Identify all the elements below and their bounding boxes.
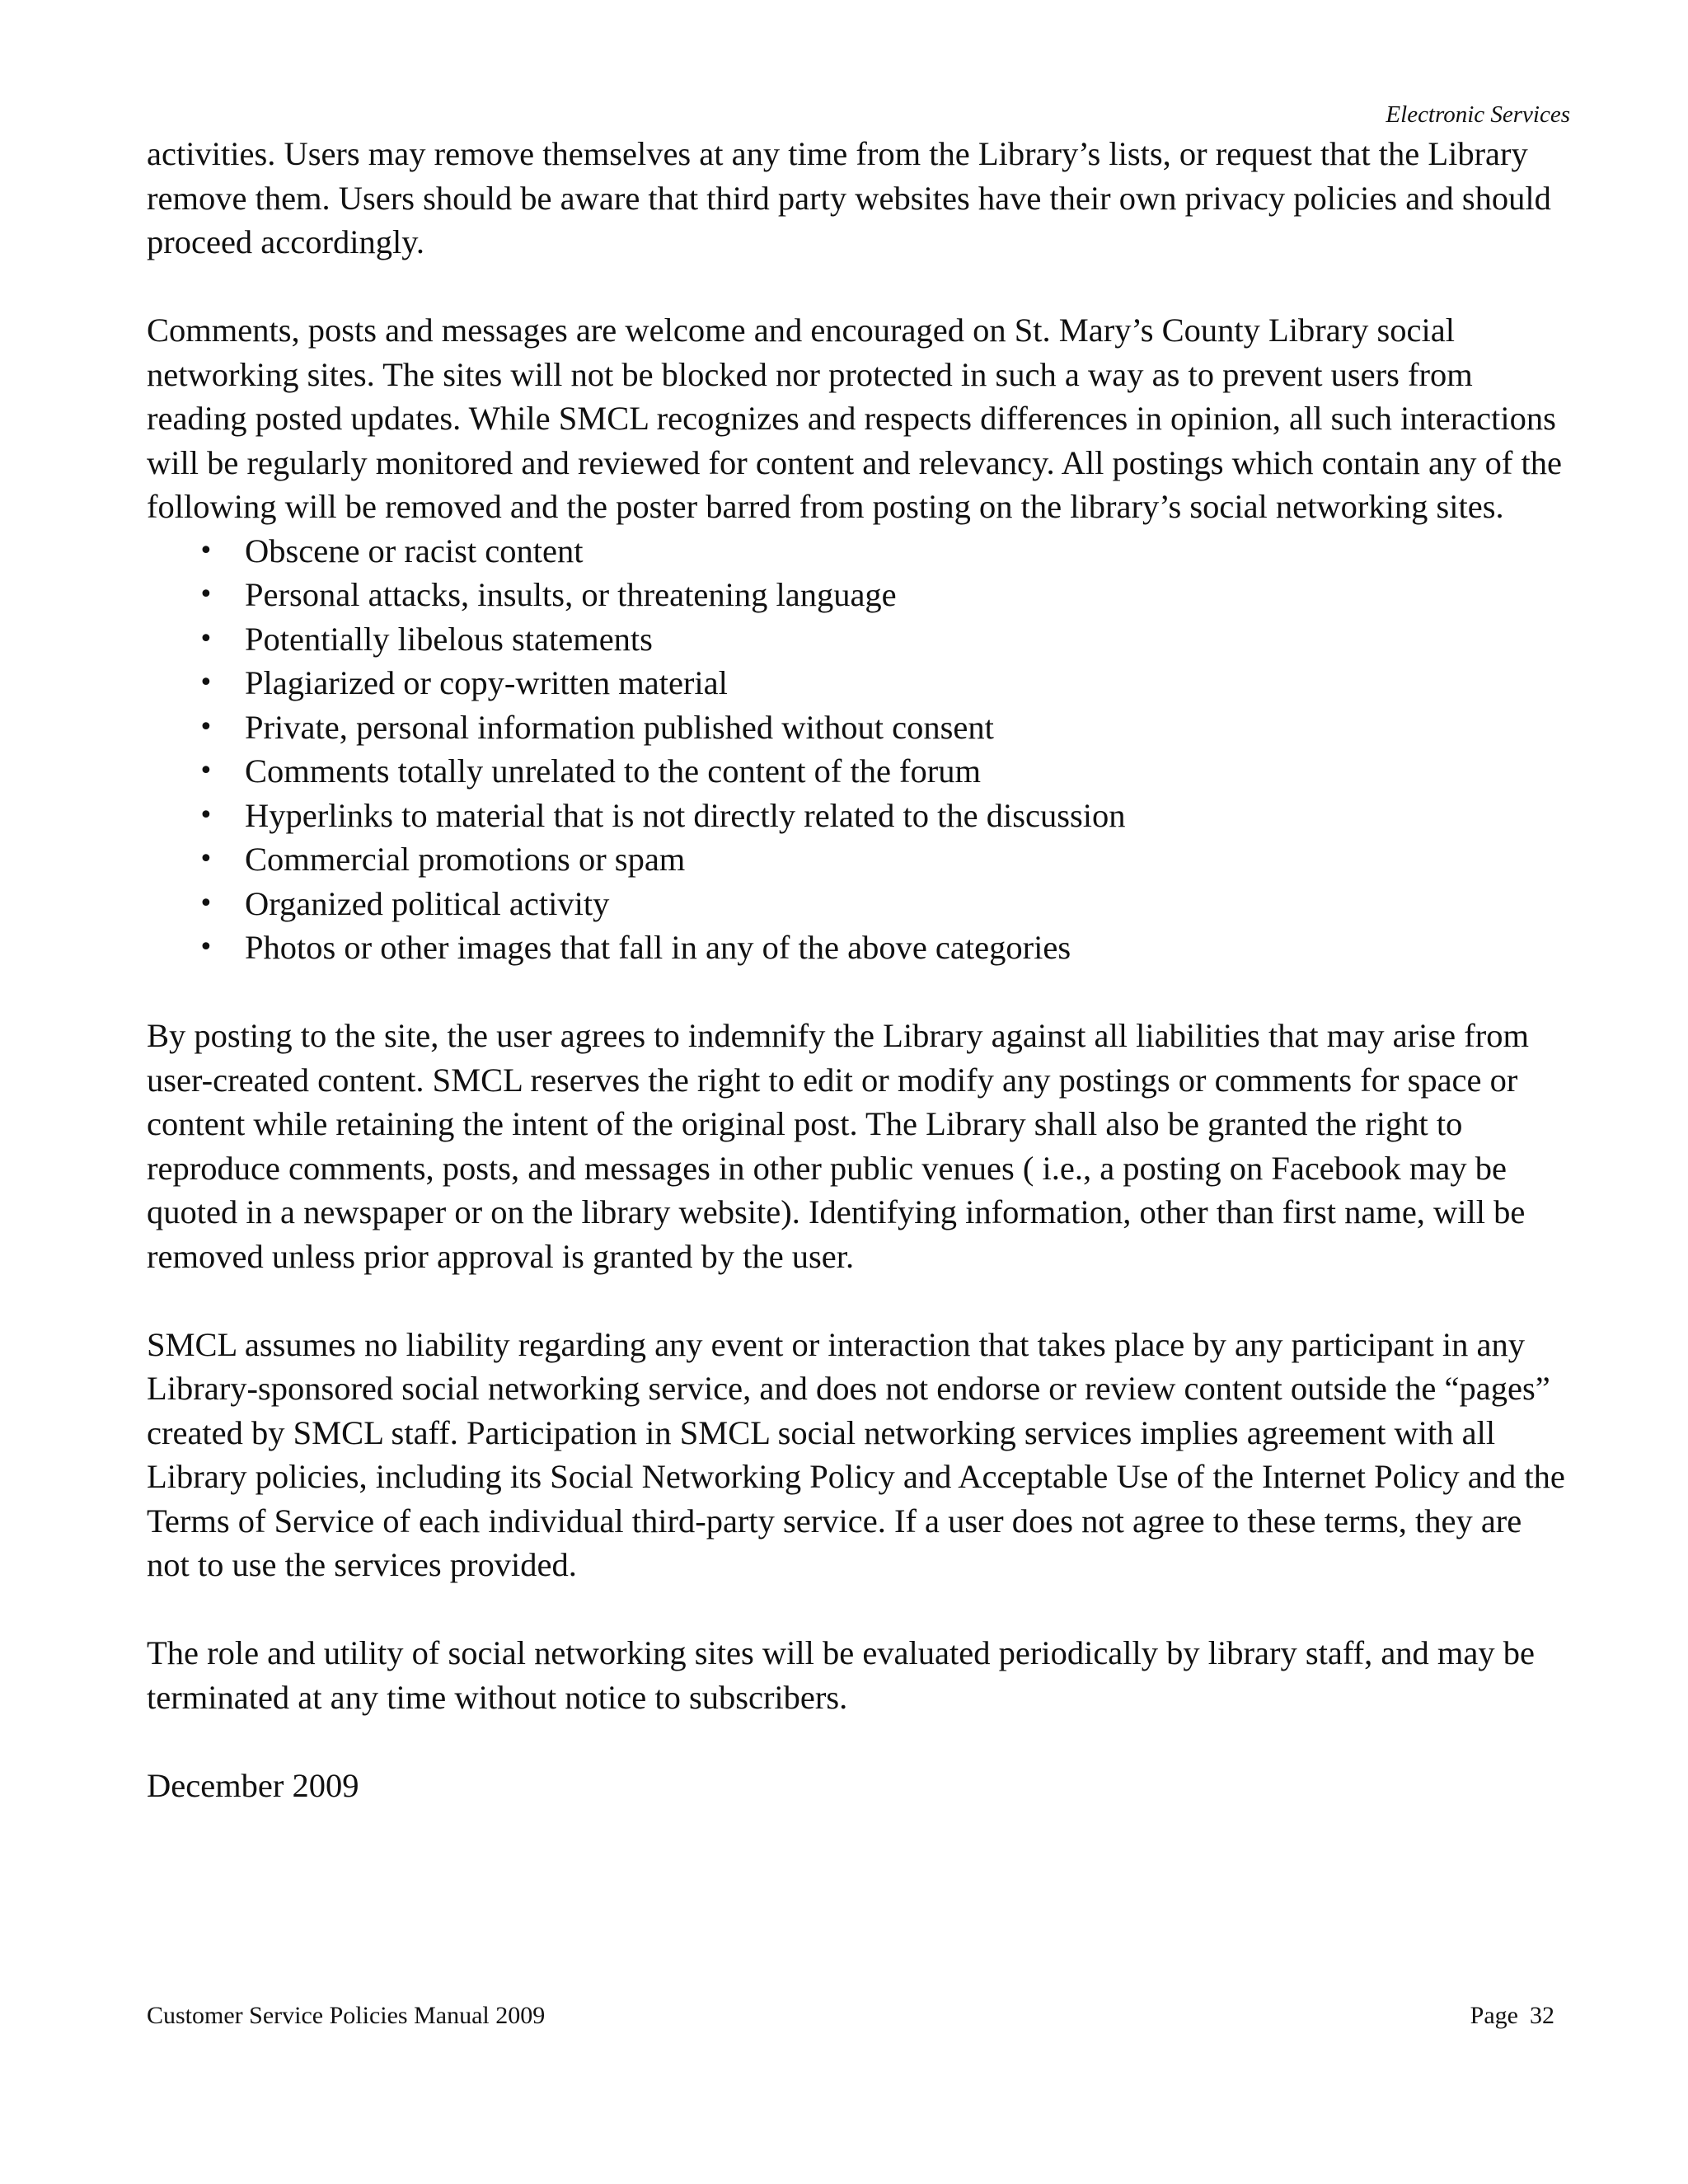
list-item: • Potentially libelous statements [147,617,1573,662]
bullet-icon: • [199,536,213,565]
running-header: Electronic Services [1386,101,1570,128]
page-label: Page [1470,2002,1518,2029]
list-item: • Photos or other images that fall in any of the above categories [147,926,1573,970]
footer-manual-title: Customer Service Policies Manual 2009 [147,2002,546,2029]
bullet-icon: • [199,845,213,874]
document-body [147,132,1573,1852]
paragraph-liability: SMCL assumes no liability regarding any event or interaction that takes place by any participant in any Library-sponsored social networking service, and does not endorse or review content outside the “pages” created by SMCL staff. Participation in SMCL social networking services implies agreement with all Library policies, including its Social Networking Policy and Acceptable Use of the Internet Policy and the Terms of Service of each individual third-party service. If a user does not agree to these terms, they are not to use the services provided. [147,1325,1565,1583]
bullet-icon: • [199,668,213,697]
bullet-icon: • [199,888,213,918]
list-item: • Hyperlinks to material that is not directly related to the discussion [147,794,1573,838]
bullet-icon: • [199,624,213,654]
bullet-icon: • [199,580,213,609]
list-item: • Private, personal information published without consent [147,705,1573,750]
policy-date: December 2009 [147,1766,359,1804]
bullet-icon: • [199,933,213,962]
list-item: • Personal attacks, insults, or threatening language [147,573,1573,617]
paragraph-indemnify: By posting to the site, the user agrees to indemnify the Library against all liabilities that may arise from user-created content. SMCL reserves the right to edit or modify any postings or comments for space or content while retaining the intent of the original post. The Library shall also be granted the right to reproduce comments, posts, and messages in other public venues ( i.e., a posting on Facebook may be quoted in a newspaper or on the library website). Identifying information, other than first name, will be removed unless prior approval is granted by the user. [147,1017,1529,1275]
bullet-icon: • [199,800,213,830]
list-item: • Commercial promotions or spam [147,837,1573,882]
footer-page-number [1470,2001,1554,2031]
paragraph-privacy: activities. Users may remove themselves at any time from the Library’s lists, or request that the Library remove them. Users should be aware that third party websites have their own privacy policies and should proceed accordingly. [147,135,1551,260]
list-item: • Organized political activity [147,882,1573,926]
page-number: 32 [1530,2002,1554,2029]
paragraph-evaluation: The role and utility of social networking sites will be evaluated periodically by library staff, and may be terminated at any time without notice to subscribers. [147,1634,1536,1716]
list-item: • Comments totally unrelated to the content of the forum [147,749,1573,794]
prohibited-content-list [147,529,1573,970]
paragraph-comments-policy: Comments, posts and messages are welcome and encouraged on St. Mary’s County Library social networking sites. The sites will not be blocked nor protected in such a way as to prevent users from reading posted updates. While SMCL recognizes and respects differences in opinion, all such interactions will be regularly monitored and reviewed for content and relevancy. All postings which contain any of the following will be removed and the poster barred from posting on the library’s social networking sites. [147,312,1562,525]
list-item: • Plagiarized or copy-written material [147,661,1573,705]
list-item: • Obscene or racist content [147,529,1573,574]
bullet-icon: • [199,712,213,742]
bullet-icon: • [199,757,213,785]
